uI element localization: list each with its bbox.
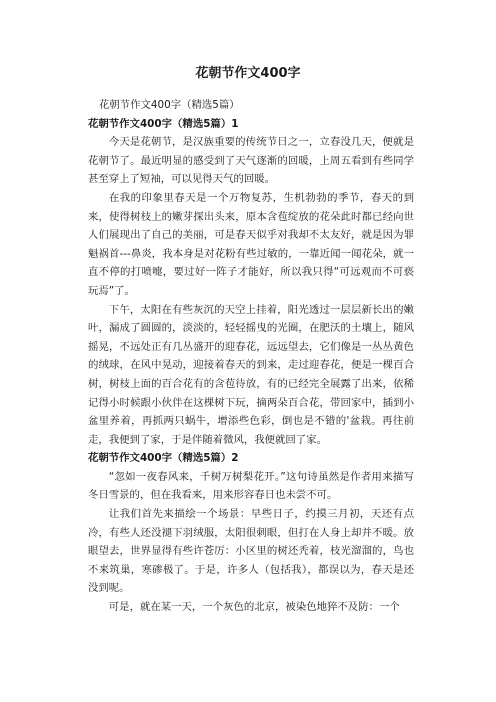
document-body	[88, 96, 414, 617]
section-heading-1: 花朝节作文400字（精选5篇）1	[88, 117, 239, 130]
section-heading-2: 花朝节作文400字（精选5篇）2	[88, 452, 239, 465]
paragraph: 让我们首先来描绘一个场景：早些日子，约摸三月初，天还有点冷，有些人还没褪下羽绒服，太阳很刺眼，但打在人身上却并不暖。放眼望去，世界显得有些许苍厉：小区里的树还秃着，枝光溜溜的，鸟也不来筑巢，寒碜极了。于是，许多人（包括我），都误以为，春天是还没到呢。	[88, 508, 414, 595]
paragraph: 下午，太阳在有些灰沉的天空上挂着，阳光透过一层层新长出的嫩叶，漏成了圆圆的，淡淡的，轻轻摇曳的光圈，在肥沃的土壤上，随风摇晃，不远处正有几丛盛开的迎春花，远远望去，它们像是一丛丛黄色的绒球，在风中晃动，迎接着春天的到来，走过迎春花，便是一棵百合树，树枝上面的百合花有的含苞待放，有的已经完全展露了出来，依稀记得小时候跟小伙伴在这棵树下玩，摘两朵百合花，带回家中，插到小盆里养着，再抓两只蜗牛，增添些色彩，倒也是不错的'盆栽。再往前走，我便到了家，于是伴随着微风，我便就回了家。	[88, 303, 414, 446]
paragraph: “忽如一夜春风来，千树万树梨花开。”这句诗虽然是作者用来描写冬日雪景的，但在我看来，用来形容春日也未尝不可。	[88, 470, 414, 502]
document-subtitle: 花朝节作文400字（精选5篇）	[98, 99, 240, 111]
paragraph: 可是，就在某一天，一个灰色的北京，被染色地猝不及防：一个	[108, 601, 400, 614]
paragraph: 今天是花朝节，是汉族重要的传统节日之一，立春没几天，便就是花朝节了。最近明显的感受到了天气逐渐的回暖，上周五看到有些同学甚至穿上了短袖，可以见得天气的回暖。	[88, 136, 414, 186]
document-title: 花朝节作文400字	[195, 66, 301, 81]
paragraph: 在我的印象里春天是一个万物复苏，生机勃勃的季节，春天的到来，使得树枝上的嫩芽探出头来，原本含苞绽放的花朵此时都已经向世人们展现出了自己的美丽，可是春天似乎对我却不太友好，就是因为罪魁祸首---鼻炎，我本身是对花粉有些过敏的，一靠近闻一闻花朵，就一直不停的打喷嚏，要过好一阵子才能好，所以我只得“可远观而不可亵玩焉”了。	[88, 191, 414, 297]
